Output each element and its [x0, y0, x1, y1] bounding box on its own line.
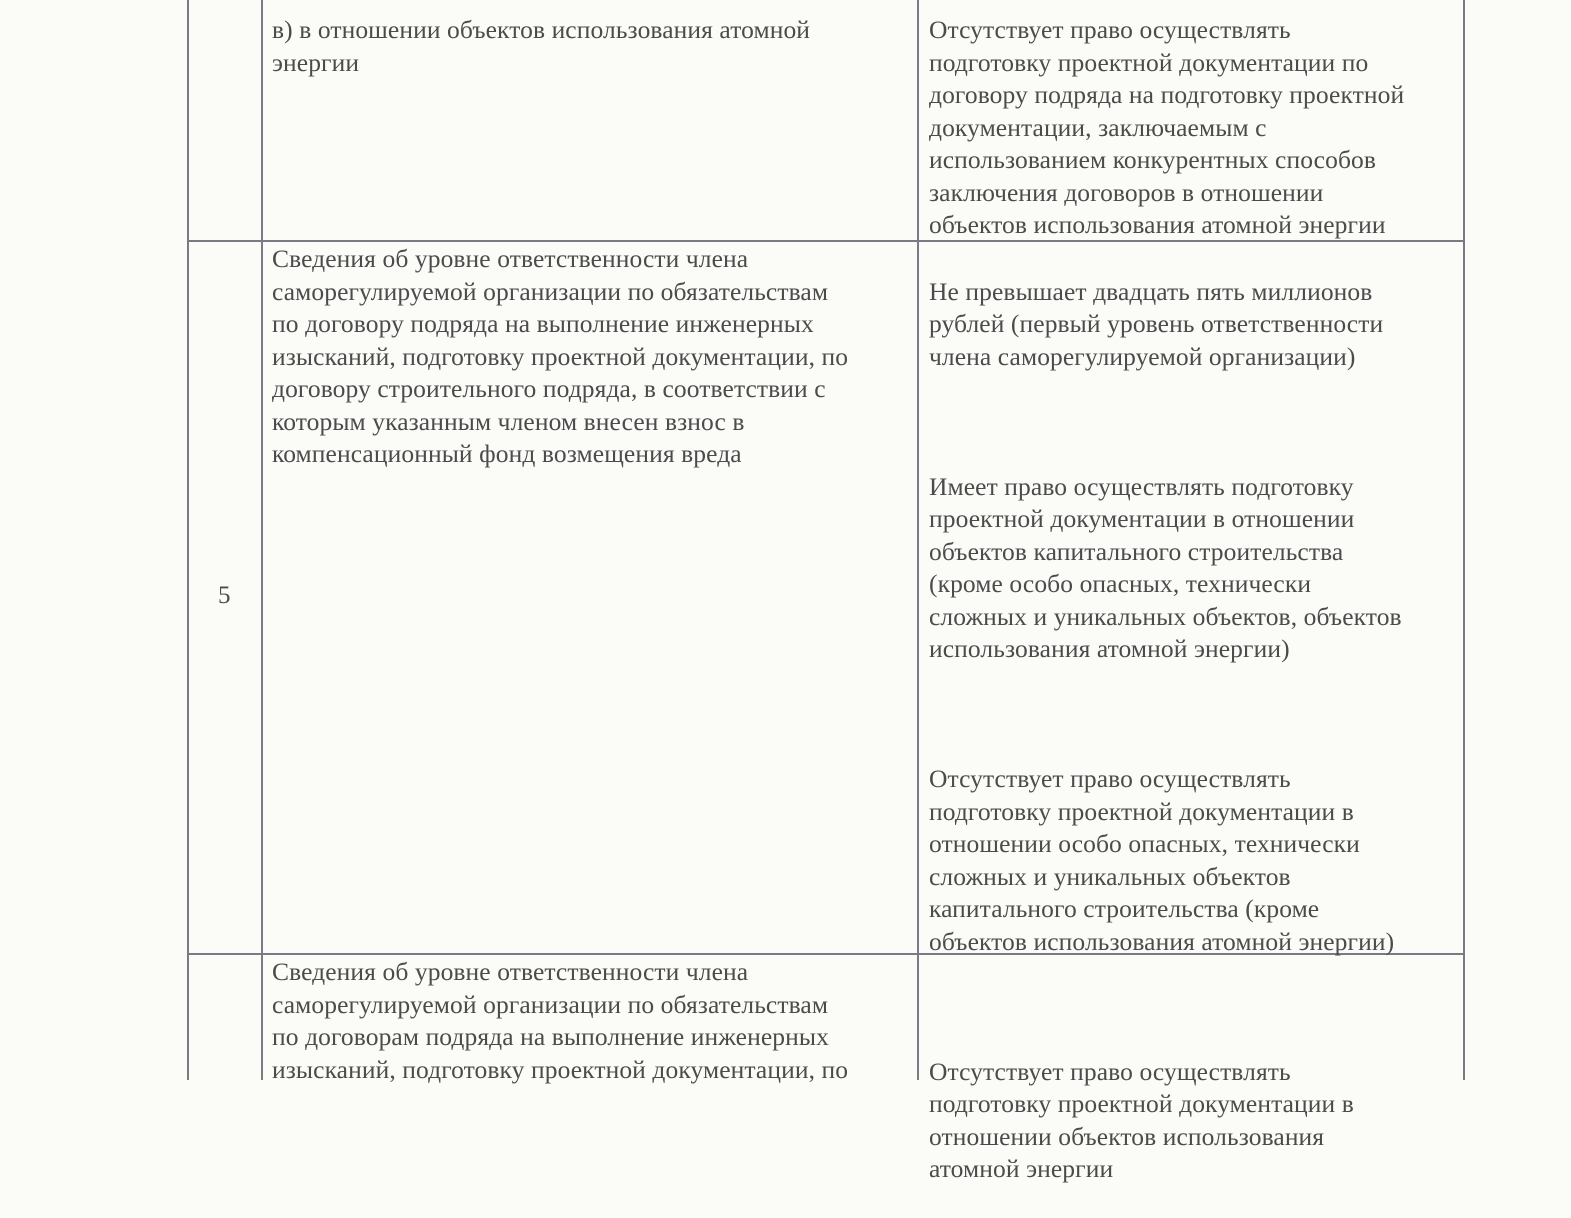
table-row-2-description: Сведения об уровне ответственности члена саморегулируемой организации по обязательствам по договору подряда на выполнение инженерных изысканий, подготовку проектной документации, по договору строительного подряда, в соответствии с которым указанным членом внесен взнос в компенсационный фонд возмещения вреда: [272, 244, 849, 468]
table-left-border: [187, 0, 189, 1080]
table-value-column-divider: [917, 0, 919, 1080]
paragraph-gap: [929, 991, 1459, 1024]
table-row-2-value: [929, 243, 1459, 1218]
table-row-3-description: Сведения об уровне ответственности члена саморегулируемой организации по обязательствам по договорам подряда на выполнение инженерных изысканий, подготовку проектной документации, по: [272, 957, 849, 1084]
table-right-border: [1463, 0, 1465, 1080]
table-row-2-number: 5: [218, 582, 231, 609]
value-paragraph-liability-level: Не превышает двадцать пять миллионов рублей (первый уровень ответственности члена саморегулируемой организации): [929, 276, 1384, 371]
value-paragraph-no-right-hazardous: Отсутствует право осуществлять подготовку проектной документации в отношении особо опасных, технически сложных и уникальных объектов капитального строительства (кроме объектов использования атомной энергии): [929, 764, 1395, 956]
paragraph-gap: [929, 698, 1459, 731]
table-row-1-value: Отсутствует право осуществлять подготовку проектной документации по договору подряда на подготовку проектной документации, заключаемым с использованием конкурентных способов заключения договоров в отношении объектов использования атомной энергии: [929, 15, 1405, 239]
value-paragraph-right-capital-construction: Имеет право осуществлять подготовку проектной документации в отношении объектов капитального строительства (кроме особо опасных, технически сложных и уникальных объектов, объектов использования атомной энергии): [929, 471, 1402, 663]
table-row-1-description: в) в отношении объектов использования атомной энергии: [272, 15, 811, 77]
table-number-column-divider: [261, 0, 263, 1080]
value-paragraph-no-right-nuclear: Отсутствует право осуществлять подготовку проектной документации в отношении объектов использования атомной энергии: [929, 1056, 1354, 1183]
paragraph-gap: [929, 406, 1459, 439]
